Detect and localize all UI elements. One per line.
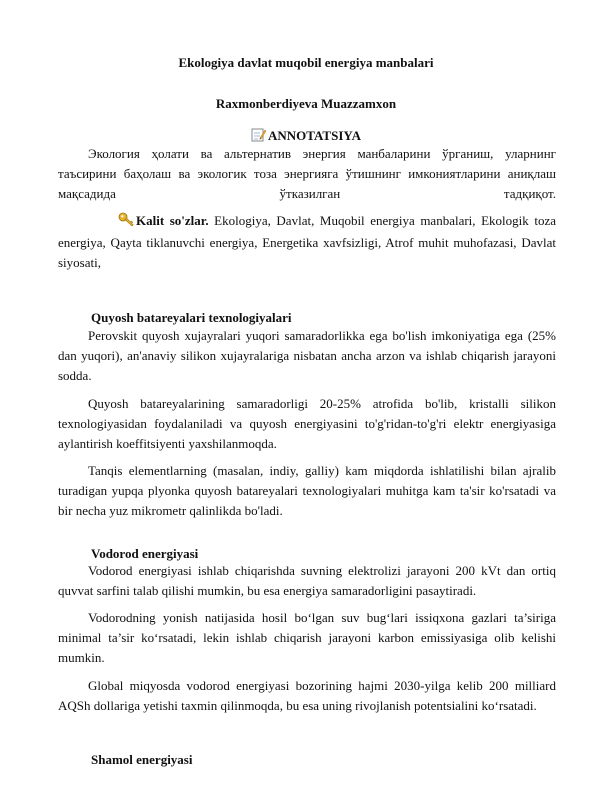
keywords-label: Kalit so'zlar. [136,213,209,228]
section-heading-solar: Quyosh batareyalari texnologiyalari [91,310,292,325]
keywords-text: Ekologiya, Davlat, Muqobil energiya manbalari, Ekologik toza energiya, Qayta tiklanuvchi energiya, Energetika xavfsizligi, Atrof muhit muhofazasi, Davlat siyosati, [58,213,556,270]
author-name: Raxmonberdiyeva Muazzamxon [215,96,397,111]
hydrogen-paragraph-2: Vodorodning yonish natijasida hosil bo‘lgan suv bug‘lari issiqxona gazlari ta’siriga minimal ta’sir ko‘rsatadi, lekin ishlab chiqarish jarayoni karbon emissiyasiga olib kelishi mumkin. [58,610,556,665]
section-heading-wind: Shamol energiyasi [91,752,193,767]
hydrogen-paragraph-1: Vodorod energiyasi ishlab chiqarishda suvning elektrolizi jarayoni 200 kVt dan ortiq quvvat sarfini talab qilishi mumkin, bu esa energiya samaradorligini pasaytiradi. [58,563,556,598]
solar-paragraph-1: Perovskit quyosh xujayralari yuqori samaradorlikka ega bo'lish imkoniyatiga ega (25% dan yuqori), an'anaviy silikon xujayralariga nisbatan ancha arzon va ishlab chiqarish jarayoni sodda. [58,328,556,383]
hydrogen-paragraph-3: Global miqyosda vodorod energiyasi bozorining hajmi 2030-yilga kelib 200 milliard AQSh dollariga yetishi taxmin qilinmoqda, bu esa uning rivojlanish potentsialini ko‘rsatadi. [58,678,556,713]
keywords-paragraph [58,211,556,273]
solar-paragraph-2: Quyosh batareyalarining samaradorligi 20-25% atrofida bo'lib, kristalli silikon texnologiyasidan foydalaniladi va quyosh energiyasini to'g'ridan-to'g'ri elektr energiyasiga aylantirish koeffitsiyenti yaxshilanmoqda. [58,396,556,451]
key-icon [88,212,134,233]
annotation-heading-text: ANNOTATSIYA [268,128,361,143]
paper-title: Ekologiya davlat muqobil energiya manbalari [178,55,434,70]
annotation-text: Экология ҳолати ва альтернатив энергия манбаларини ўрганиш, уларнинг таъсирини баҳолаш ва экологик тоза энергияга ўтишнинг имкониятларини аниқлаш мақсадида ўтказилган тадқиқот. [58,146,556,201]
section-heading-hydrogen: Vodorod energiyasi [91,546,199,561]
solar-paragraph-3: Tanqis elementlarning (masalan, indiy, galliy) kam miqdorda ishlatilishi bilan ajralib turadigan yupqa plyonka quyosh batareyalari texnologiyalari muhitga kam ta'sir ko'rsatadi va bir necha yuz mikrometr qalinlikda bo'ladi. [58,463,556,518]
